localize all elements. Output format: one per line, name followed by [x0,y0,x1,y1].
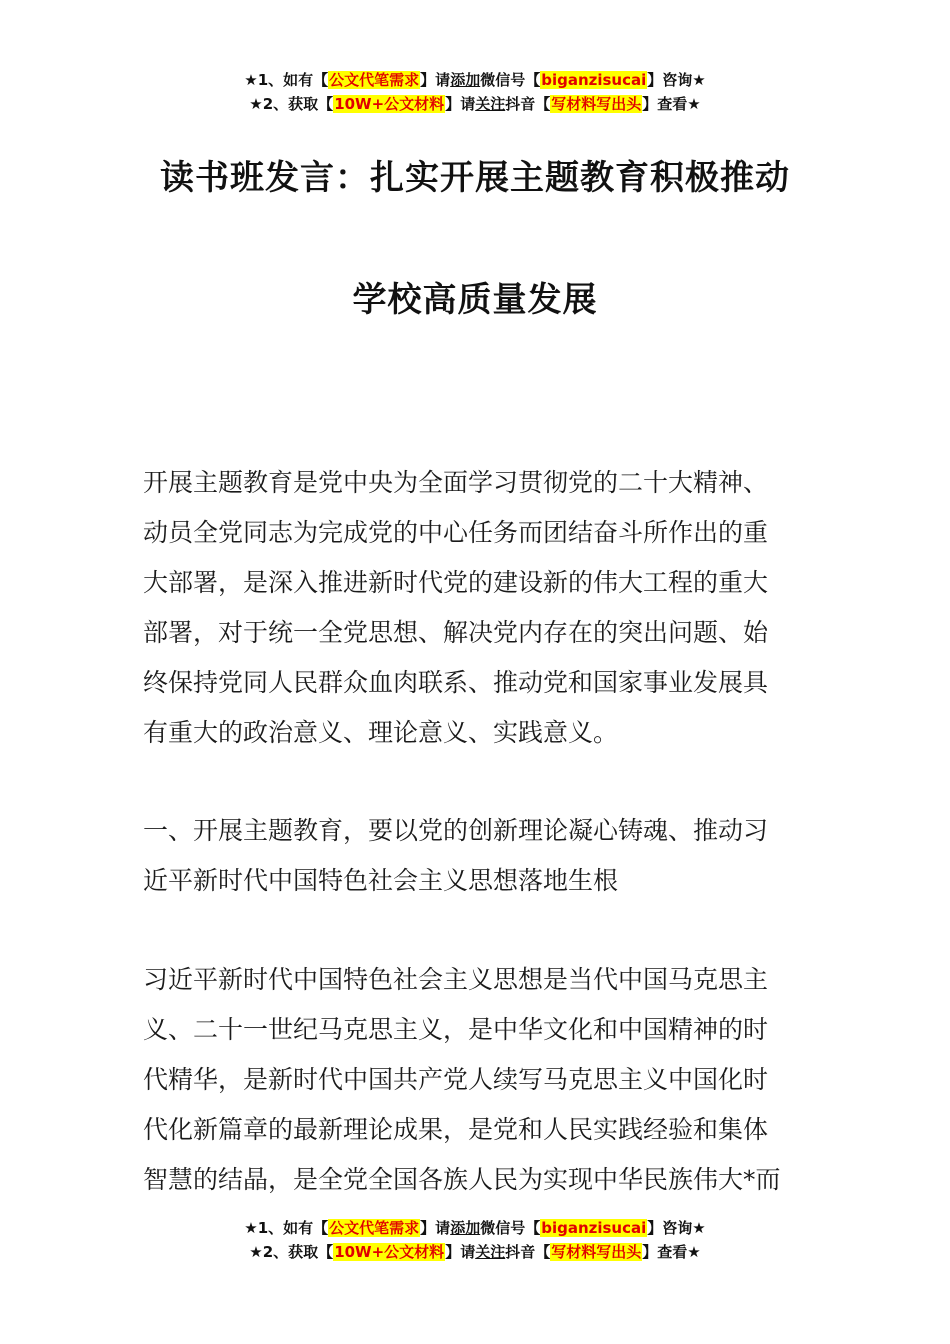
text-line: 部署，对于统一全党思想、解决党内存在的突出问题、始 [143,618,769,647]
text-line: 一、开展主题教育，要以党的创新理论凝心铸魂、推动习 [143,816,769,845]
document-title-line-2: 学校高质量发展 [352,280,598,320]
banner-text: 微信号【 [480,71,541,89]
banner-text: 】请 [445,95,476,113]
text-line: 代化新篇章的最新理论成果，是党和人民实践经验和集体 [143,1115,769,1144]
section-heading-1 [143,806,808,906]
banner-text: 抖音【 [505,95,551,113]
banner-underlined-text: 添加 [450,1219,481,1237]
banner-highlight: 写材料写出头 [551,95,642,113]
banner-text: ★1、如有【 [244,71,329,89]
text-line: 动员全党同志为完成党的中心任务而团结奋斗所作出的重 [143,518,769,547]
banner-text: 】咨询★ [647,1219,706,1237]
text-line: 智慧的结晶，是全党全国各族人民为实现中华民族伟大*而 [143,1165,781,1194]
banner-highlight: 10W+公文材料 [334,1243,445,1261]
text-line: 习近平新时代中国特色社会主义思想是当代中国马克思主 [143,965,769,994]
banner-highlight: 公文代笔需求 [329,1219,420,1237]
document-title-line-1: 读书班发言：扎实开展主题教育积极推动 [160,158,790,198]
text-line: 大部署，是深入推进新时代党的建设新的伟大工程的重大 [143,568,769,597]
banner-line-2 [0,1240,950,1264]
banner-text: 抖音【 [505,1243,551,1261]
paragraph-body [143,955,808,1205]
banner-underlined-text: 关注 [475,1243,506,1261]
top-promo-banner [0,68,950,116]
banner-text: ★2、获取【 [249,1243,334,1261]
banner-text: 微信号【 [480,1219,541,1237]
banner-text: 】咨询★ [647,71,706,89]
text-line: 有重大的政治意义、理论意义、实践意义。 [143,718,619,747]
banner-text: ★1、如有【 [244,1219,329,1237]
banner-highlight: biganzisucai [541,1219,647,1237]
banner-text: ★2、获取【 [249,95,334,113]
text-line: 近平新时代中国特色社会主义思想落地生根 [143,866,619,895]
banner-text: 】查看★ [642,1243,701,1261]
paragraph-intro [143,458,808,758]
text-line: 义、二十一世纪马克思主义，是中华文化和中国精神的时 [143,1015,769,1044]
banner-underlined-text: 关注 [475,95,506,113]
bottom-promo-banner [0,1216,950,1264]
banner-text: 】查看★ [642,95,701,113]
text-line: 终保持党同人民群众血肉联系、推动党和国家事业发展具 [143,668,769,697]
banner-text: 】请 [420,1219,451,1237]
banner-underlined-text: 添加 [450,71,481,89]
banner-line-2 [0,92,950,116]
text-line: 开展主题教育是党中央为全面学习贯彻党的二十大精神、 [143,468,769,497]
banner-line-1 [0,68,950,92]
banner-highlight: biganzisucai [541,71,647,89]
banner-highlight: 10W+公文材料 [334,95,445,113]
banner-text: 】请 [420,71,451,89]
banner-text: 】请 [445,1243,476,1261]
banner-highlight: 公文代笔需求 [329,71,420,89]
text-line: 代精华，是新时代中国共产党人续写马克思主义中国化时 [143,1065,769,1094]
banner-line-1 [0,1216,950,1240]
banner-highlight: 写材料写出头 [551,1243,642,1261]
